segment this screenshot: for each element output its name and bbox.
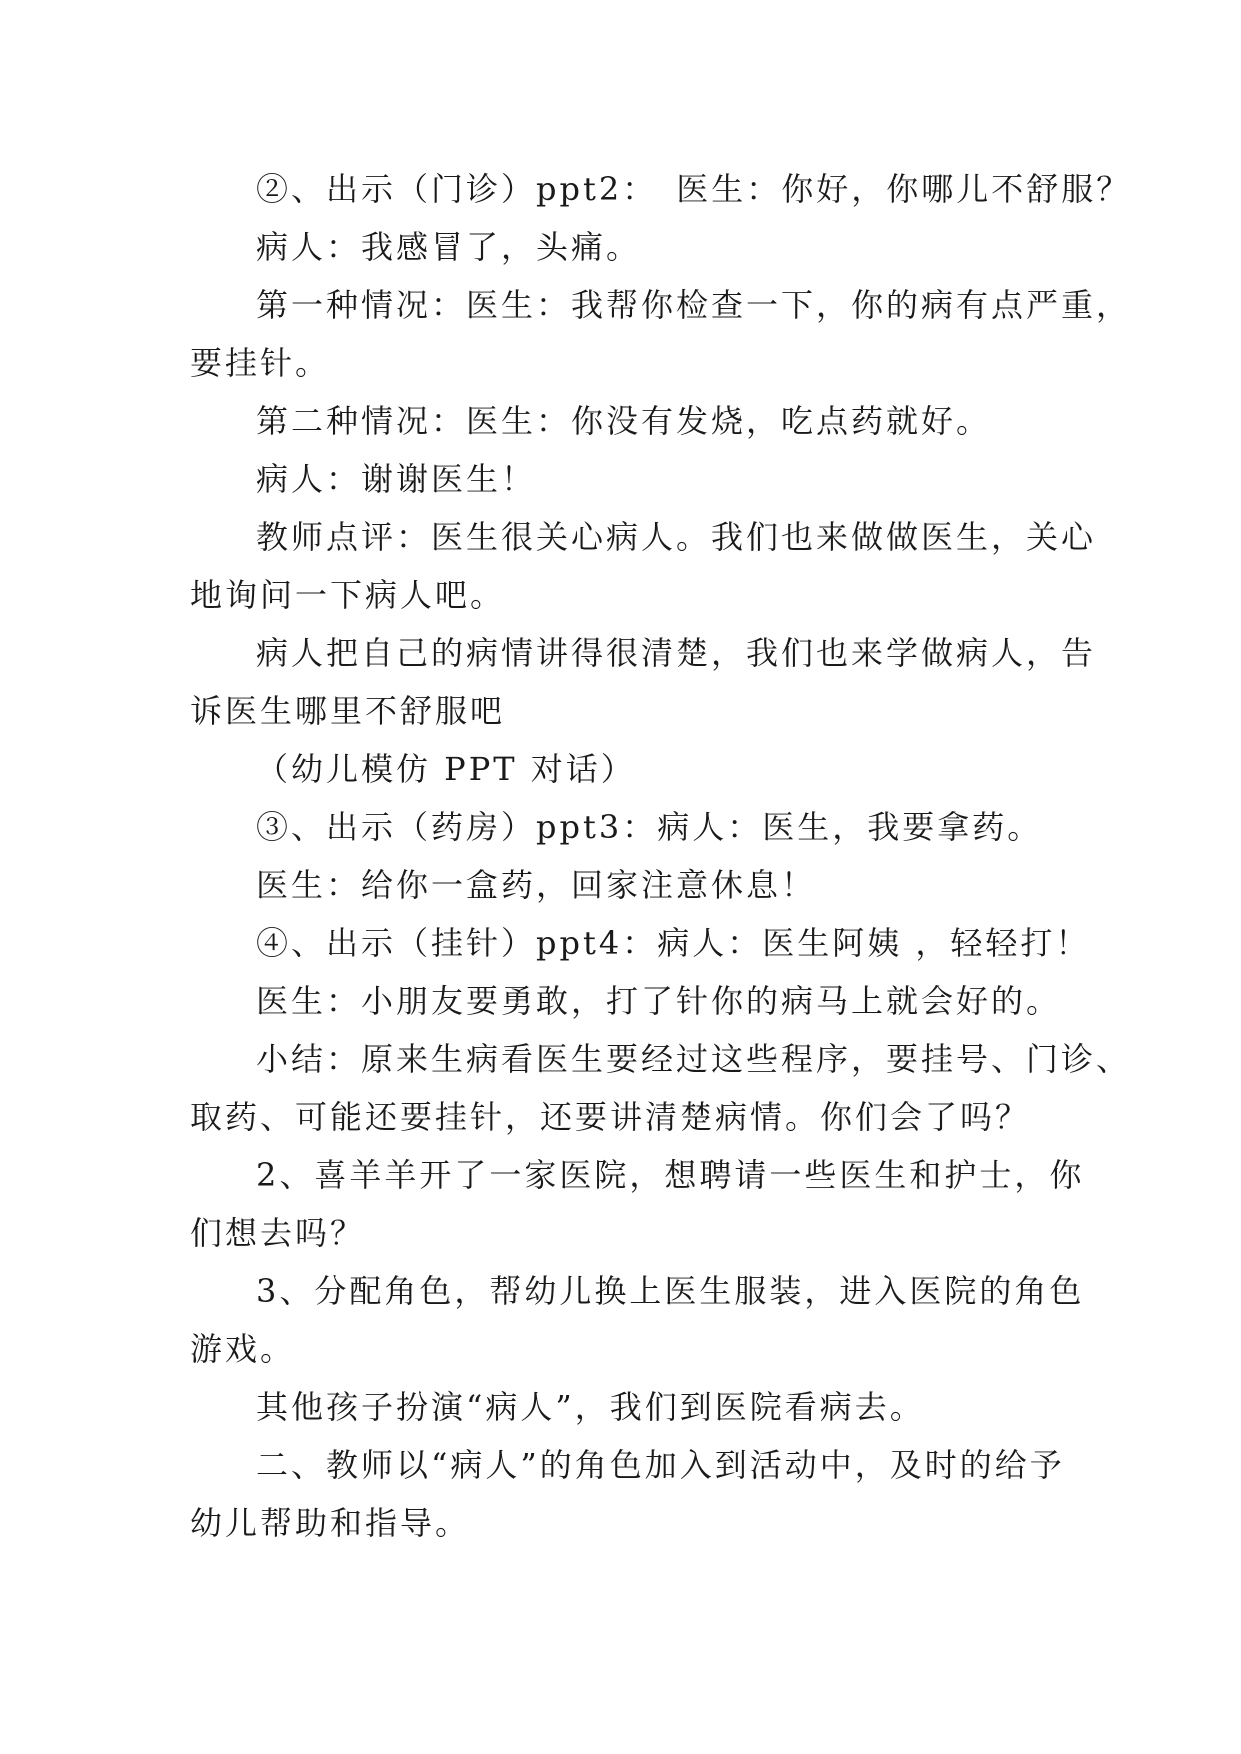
- paragraph: [190, 1262, 1085, 1378]
- text-line: 要挂针。: [190, 344, 331, 382]
- text-line: 取药、可能还要挂针，还要讲清楚病情。你们会了吗？: [190, 1098, 1031, 1136]
- paragraph: [190, 450, 1060, 508]
- text-line: 小结：原来生病看医生要经过这些程序，要挂号、门诊、: [256, 1040, 1132, 1078]
- text-line: 幼儿帮助和指导。: [190, 1504, 471, 1542]
- paragraph: [190, 914, 1091, 972]
- text-line: ②、出示（门诊）ppt2： 医生：你好，你哪儿不舒服？: [256, 170, 1132, 208]
- text-line: ④、出示（挂针）ppt4：病人：医生阿姨 ，轻轻打！: [256, 924, 1091, 962]
- text-line: 其他孩子扮演“病人”，我们到医院看病去。: [256, 1388, 925, 1426]
- text-line: 第二种情况：医生：你没有发烧，吃点药就好。: [256, 402, 992, 440]
- paragraph: [190, 1378, 1060, 1436]
- text-line: 教师点评：医生很关心病人。我们也来做做医生，关心: [256, 518, 1097, 556]
- paragraph: [190, 392, 1060, 450]
- text-line: 病人把自己的病情讲得很清楚，我们也来学做病人，告: [256, 634, 1097, 672]
- paragraph: [190, 160, 1132, 218]
- document-body: [190, 160, 1132, 1552]
- text-line: 地询问一下病人吧。: [190, 576, 506, 614]
- paragraph: [190, 1436, 1065, 1552]
- text-line: 病人：谢谢医生！: [256, 460, 537, 498]
- text-line: 游戏。: [190, 1330, 296, 1368]
- paragraph: [190, 624, 1097, 740]
- text-line: （幼儿模仿 PPT 对话）: [256, 750, 636, 788]
- paragraph: [190, 1030, 1132, 1146]
- paragraph: [190, 1146, 1085, 1262]
- text-line: 医生：小朋友要勇敢，打了针你的病马上就会好的。: [256, 982, 1062, 1020]
- text-line: 二、教师以“病人”的角色加入到活动中，及时的给予: [256, 1446, 1065, 1484]
- paragraph: [190, 856, 1060, 914]
- text-line: ③、出示（药房）ppt3：病人：医生，我要拿药。: [256, 808, 1043, 846]
- text-line: 3、分配角色，帮幼儿换上医生服装，进入医院的角色: [256, 1272, 1085, 1310]
- paragraph: [190, 740, 1060, 798]
- paragraph: [190, 276, 1132, 392]
- text-line: 第一种情况：医生：我帮你检查一下，你的病有点严重，: [256, 286, 1132, 324]
- paragraph: [190, 218, 1060, 276]
- paragraph: [190, 508, 1097, 624]
- paragraph: [190, 798, 1060, 856]
- text-line: 诉医生哪里不舒服吧: [190, 692, 506, 730]
- text-line: 2、喜羊羊开了一家医院，想聘请一些医生和护士，你: [256, 1156, 1085, 1194]
- text-line: 病人：我感冒了，头痛。: [256, 228, 642, 266]
- text-line: 医生：给你一盒药，回家注意休息！: [256, 866, 817, 904]
- paragraph: [190, 972, 1060, 1030]
- text-line: 们想去吗？: [190, 1214, 366, 1252]
